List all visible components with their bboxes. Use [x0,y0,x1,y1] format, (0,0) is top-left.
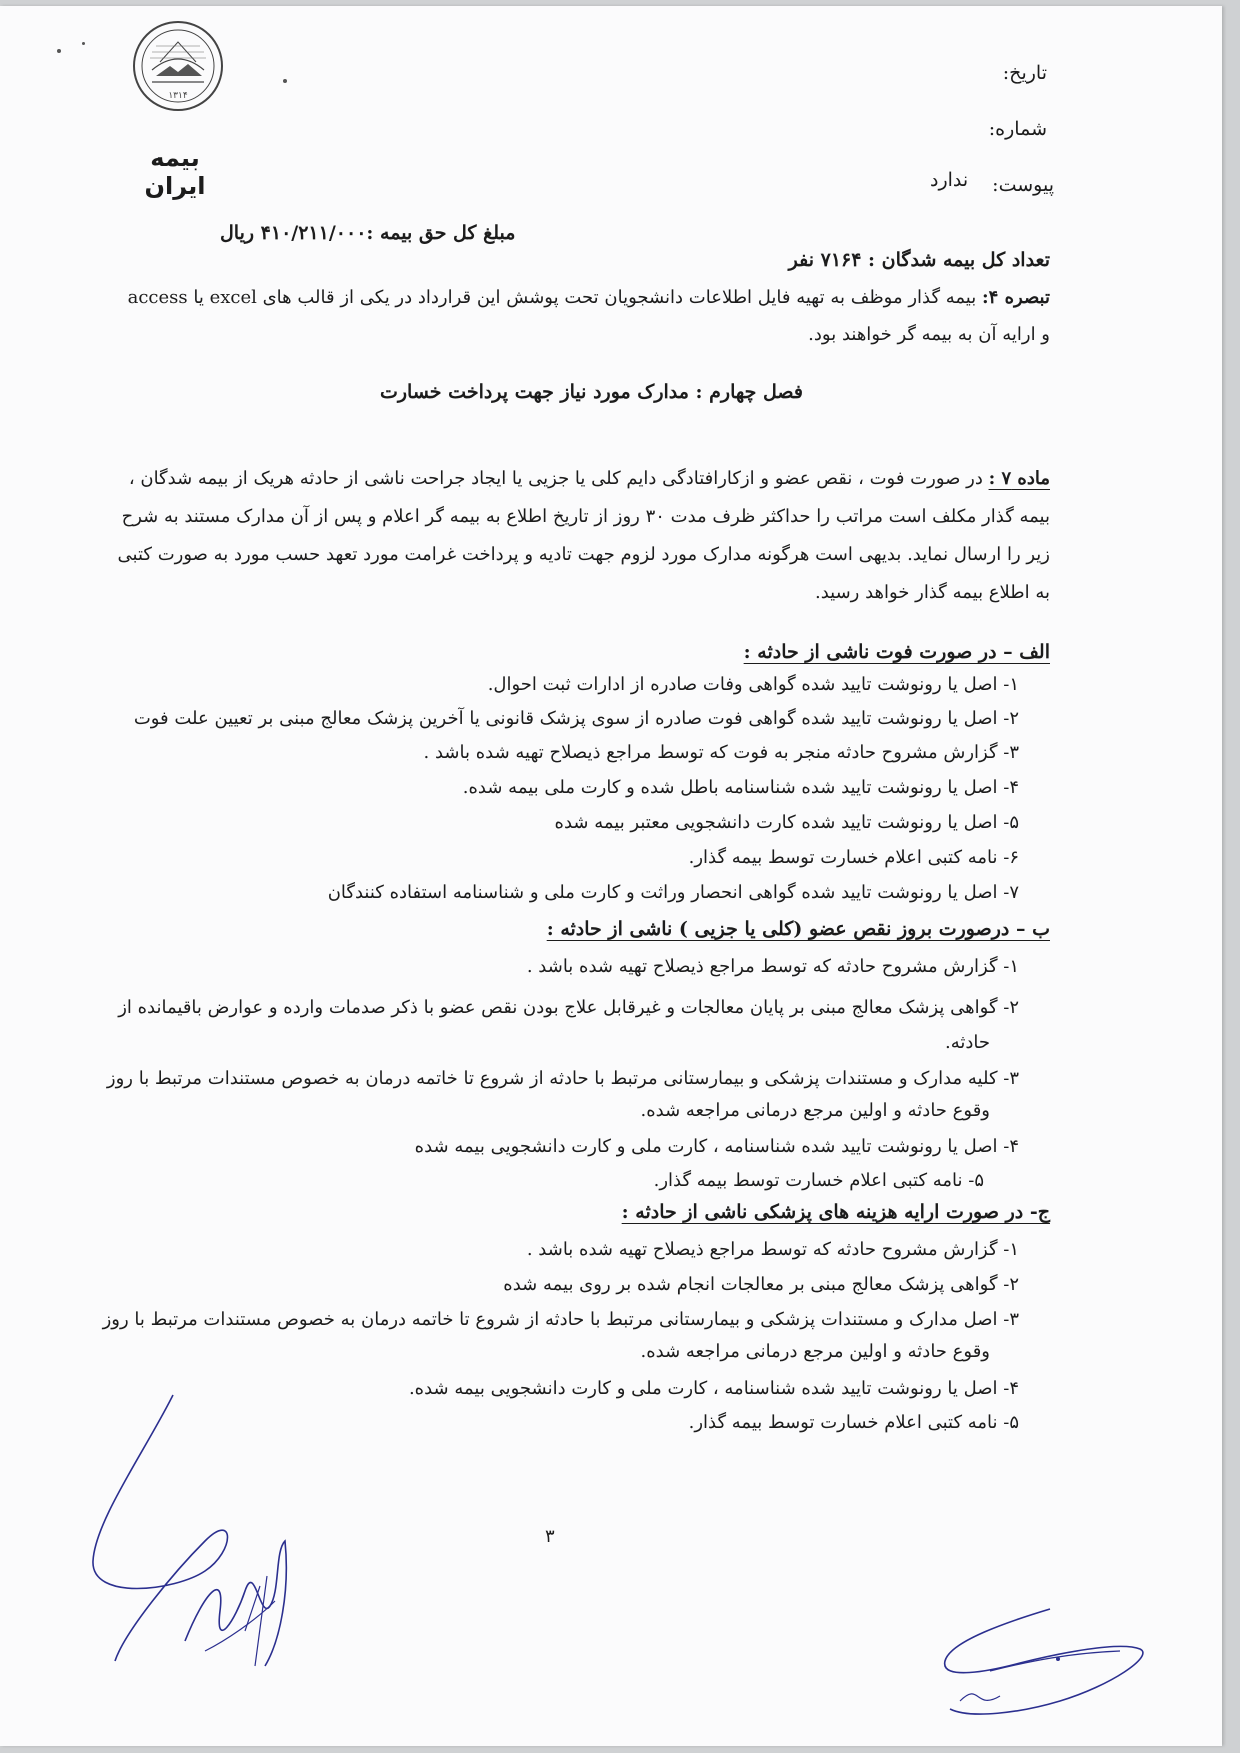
attachment-value: ندارد [930,169,969,191]
total-insured: تعداد کل بیمه شدگان : ۷۱۶۴ نفر [788,249,1050,271]
section-c-item: ۱- گزارش مشروح حادثه که توسط مراجع ذیصلاح تهیه شده باشد . [526,1239,1019,1260]
attachment-label: پیوست: [992,174,1054,196]
scan-speck [57,49,61,53]
document-page [0,6,1222,1746]
note4-text: بیمه گذار موظف به تهیه فایل اطلاعات دانشجویان تحت پوشش این قرارداد در یکی از قالب های excel یا access [127,287,982,308]
section-b-title: ب – درصورت بروز نقص عضو (کلی یا جزیی ) ناشی از حادثه : [546,918,1050,940]
section-b-item: ۳- کلیه مدارک و مستندات پزشکی و بیمارستانی مرتبط با حادثه از شروع تا خاتمه درمان به خصوص مستندات مرتبط با روز [106,1068,1019,1089]
company-name: بیمه ایران [144,144,206,200]
section-a-item: ۶- نامه کتبی اعلام خسارت توسط بیمه گذار. [688,847,1019,868]
seal-year: ۱۳۱۴ [168,91,188,101]
article7-line2: بیمه گذار مکلف است مراتب را حداکثر ظرف مدت ۳۰ روز از تاریخ اطلاع به بیمه گر اعلام و پس از آن مدارک مستند به شرح [121,506,1050,527]
article7-line3: زیر را ارسال نماید. بدیهی است هرگونه مدارک مورد لزوم جهت تادیه و پرداخت غرامت مورد تعهد حسب مورد به صورت کتبی [117,544,1050,565]
section-a-item: ۵- اصل یا رونوشت تایید شده کارت دانشجویی معتبر بیمه شده [554,812,1019,833]
total-premium: مبلغ کل حق بیمه :۴۱۰/۲۱۱/۰۰۰ ریال [220,222,516,244]
date-label: تاریخ: [1002,62,1047,84]
article7-line1 [129,468,1050,489]
signature-right [920,1601,1160,1726]
section-a-item: ۴- اصل یا رونوشت تایید شده شناسنامه باطل شده و کارت ملی بیمه شده. [462,777,1019,798]
page-number: ۳ [545,1526,555,1547]
section-c-title: ج- در صورت ارایه هزینه های پزشکی ناشی از حادثه : [621,1201,1050,1223]
section-b-item: ۴- اصل یا رونوشت تایید شده شناسنامه ، کارت ملی و کارت دانشجویی بیمه شده [414,1136,1019,1157]
section-a-item: ۲- اصل یا رونوشت تایید شده گواهی فوت صادره از سوی پزشک قانونی یا آخرین پزشک معالج مبنی بر تعیین علت فوت [133,708,1019,729]
signature-left [85,1391,315,1691]
note4-label: تبصره ۴: [981,287,1050,308]
section-a-item: ۳- گزارش مشروح حادثه منجر به فوت که توسط مراجع ذیصلاح تهیه شده باشد . [423,742,1019,763]
chapter-title: فصل چهارم : مدارک مورد نیاز جهت پرداخت خسارت [380,381,803,403]
section-b-item-cont: وقوع حادثه و اولین مرجع درمانی مراجعه شده. [640,1100,990,1121]
section-b-item: ۵- نامه کتبی اعلام خسارت توسط بیمه گذار. [653,1170,984,1191]
section-a-title: الف – در صورت فوت ناشی از حادثه : [743,641,1050,663]
article7-line4: به اطلاع بیمه گذار خواهد رسید. [814,582,1050,603]
section-b-item-cont: حادثه. [944,1032,990,1053]
note4-line1 [128,287,1050,308]
section-b-item: ۱- گزارش مشروح حادثه که توسط مراجع ذیصلاح تهیه شده باشد . [526,956,1019,977]
number-label: شماره: [988,118,1047,140]
section-b-item: ۲- گواهی پزشک معالج مبنی بر پایان معالجات و غیرقابل علاج بودن نقص عضو با ذکر صدمات وارده و عوارض باقیمانده از [118,997,1019,1018]
article7-text: در صورت فوت ، نقص عضو و ازکارافتادگی دایم کلی یا جزیی یا ایجاد جراحت ناشی از حادثه هریک از بیمه شدگان ، [128,468,989,489]
section-c-item: ۲- گواهی پزشک معالج مبنی بر معالجات انجام شده بر روی بیمه شده [503,1274,1019,1295]
article7-label: ماده ۷ : [988,468,1050,489]
section-a-item: ۷- اصل یا رونوشت تایید شده گواهی انحصار وراثت و کارت ملی و شناسنامه استفاده کنندگان [327,882,1019,903]
section-c-item: ۵- نامه کتبی اعلام خسارت توسط بیمه گذار. [688,1412,1019,1433]
note4-line2: و ارایه آن به بیمه گر خواهند بود. [808,324,1050,345]
section-c-item: ۴- اصل یا رونوشت تایید شده شناسنامه ، کارت ملی و کارت دانشجویی بیمه شده. [408,1378,1019,1399]
company-seal-logo [130,18,226,118]
section-a-item: ۱- اصل یا رونوشت تایید شده گواهی وفات صادره از ادارات ثبت احوال. [487,674,1019,695]
section-c-item: ۳- اصل مدارک و مستندات پزشکی و بیمارستانی مرتبط با حادثه از شروع تا خاتمه درمان به خصوص مستندات مرتبط با روز [102,1309,1019,1330]
scan-speck [82,42,85,45]
scan-speck [283,79,287,83]
section-c-item-cont: وقوع حادثه و اولین مرجع درمانی مراجعه شده. [640,1341,990,1362]
